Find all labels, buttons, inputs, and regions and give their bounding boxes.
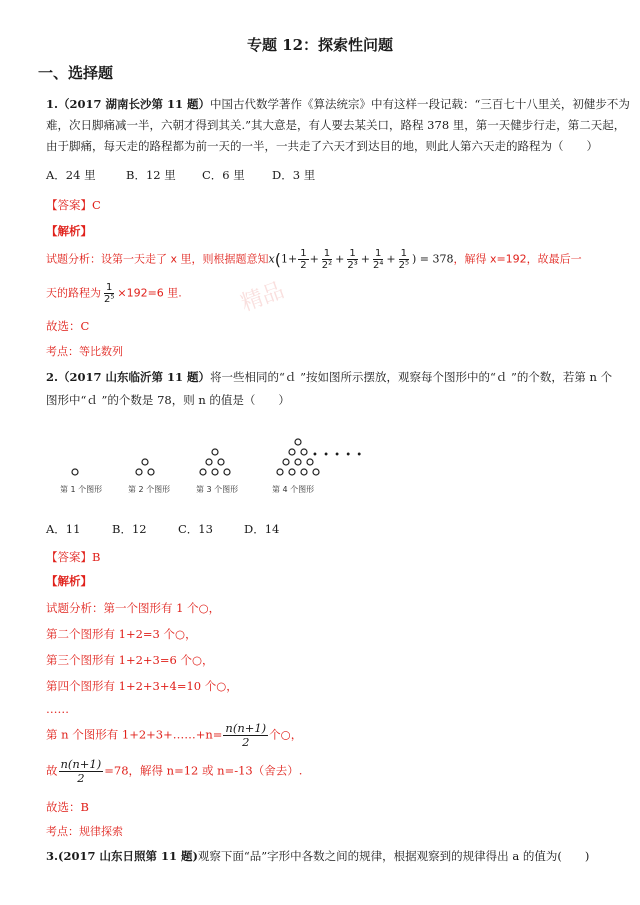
q2-step-6 [46,722,302,749]
q1-line3: 由于脚痛，每天走的路程都为前一天的一半，一共走了六天才到达目的地，则此人第六天走的路程为（ ） [46,139,598,153]
q1-eq-rhs: ) = 378 [411,252,454,266]
q1-analysis-b: ，解得 x=192，故最后一 [453,252,582,266]
q1-frac-4: $\frac{1}{\text{2⁴}}$ [372,248,384,271]
q2-fig-label-4: 第 4 个图形 [272,485,315,494]
q1-frac-1: $\frac{1}{2}$ [300,248,307,271]
q2-step-5: …… [46,702,69,716]
q1-analysis-c-rest: ×192=6 里. [117,286,182,300]
q1-source: （2017 湖南长沙第 11 题） [58,97,211,111]
q1-frac-2: $\frac{1}{\text{2²}}$ [321,248,333,271]
q2-frac-eq: $\frac{n(n+1)}{2}$ [60,757,102,785]
q2-choose: 故选：B [46,800,89,814]
q1-line2: 难，次日脚痛减一半，六朝才得到其关.”其大意是，有人要去某关口，路程 378 里，第一天健步行走，第二天起， [46,118,626,132]
q2-step-7 [46,758,302,785]
section-heading: 一、选择题 [38,64,114,82]
q2-number: 2. [46,370,59,384]
q2-option-b: B．12 [112,522,147,536]
q2-frac-sum: $\frac{n(n+1)}{2}$ [225,721,267,749]
q2-step-7a: 故 [46,763,58,778]
q2-answer: 【答案】B [46,550,101,564]
q1-options [46,168,336,183]
q1-option-a: A．24 里 [46,168,96,182]
q2-step-6a: 第 n 个图形有 1+2+3+……+n= [46,727,223,742]
q2-line2: 图形中“ｄ ”的个数是 78，则 n 的值是（ ） [46,393,290,407]
q2-fig-label-2: 第 2 个图形 [128,485,171,494]
q1-number: 1. [46,97,59,111]
q2-option-d: D．14 [244,522,280,536]
q3-number: 3. [46,849,59,863]
q3-source: (2017 山东日照第 11 题) [58,849,198,863]
q2-text1: 将一些相同的“ｄ ”按如图所示摆放，观察每个图形中的“ｄ ”的个数，若第 n 个 [210,370,613,384]
q2-options [46,522,326,537]
q2-step-2: 第二个图形有 1+2=3 个○， [46,627,197,641]
q2-option-c: C．13 [178,522,213,536]
q1-answer: 【答案】C [46,198,101,212]
q2-line1 [46,370,612,385]
q1-analysis-label: 【解析】 [46,224,92,238]
q2-kaodian: 考点：规律探索 [46,825,123,838]
page-title: 专题 12：探索性问题 [246,36,394,54]
q2-step-3: 第三个图形有 1+2+3=6 个○， [46,653,214,667]
q2-fig-label-1: 第 1 个图形 [60,485,103,494]
q1-eq-x: x [268,252,275,266]
q2-step-6b: 个○， [269,727,303,742]
q1-analysis-line2 [46,282,182,305]
q3-line [46,849,589,864]
q2-source: （2017 山东临沂第 11 题） [58,370,211,384]
q2-step-7b: =78，解得 n=12 或 n=-13（舍去）. [104,763,303,778]
q1-eq-one: 1+ [280,252,298,266]
q2-analysis-label: 【解析】 [46,574,92,588]
q1-line1 [46,97,630,112]
q1-text1: 中国古代数学著作《算法统宗》中有这样一段记载：“三百七十八里关，初健步不为 [210,97,630,111]
q1-frac-3: $\frac{1}{\text{2³}}$ [347,248,358,271]
q2-fig-label-3: 第 3 个图形 [196,485,239,494]
q2-step-4: 第四个图形有 1+2+3+4=10 个○， [46,679,238,693]
q1-option-d: D．3 里 [272,168,316,182]
q1-choose: 故选：C [46,319,90,333]
q1-analysis-a: 试题分析：设第一天走了 x 里，则根据题意知 [46,252,269,266]
q1-analysis-c: 天的路程为 [46,286,101,300]
q1-option-b: B．12 里 [126,168,176,182]
q2-figure [60,432,360,502]
q1-kaodian: 考点：等比数列 [46,345,123,358]
q1-analysis-line1: 试题分析：设第一天走了 x 里，则根据题意知x(1+ $\frac{1}{2}$ + $\frac{1}{\text{2²}}$ + $\frac{1}{\text{2³}}$ + $\frac{1}{\text{2⁴}}$ + $\frac{1}{\text{2⁵}}$ ) = 378，解得 x=192，故最后一 [46,248,582,271]
q1-frac-result: $\frac{1}{\text{2⁵}}$ [104,282,115,305]
q1-frac-5: $\frac{1}{\text{2⁵}}$ [398,248,409,271]
q2-fig-ellipsis: • • • • • [312,450,364,461]
watermark: 精品 [237,278,288,317]
q1-option-c: C．6 里 [202,168,245,182]
q3-text: 观察下面“品”字形中各数之间的规律，根据观察到的规律得出 a 的值为( ) [197,849,590,863]
q2-option-a: A．11 [46,522,81,536]
q2-step-1: 试题分析：第一个图形有 1 个○， [46,601,221,615]
